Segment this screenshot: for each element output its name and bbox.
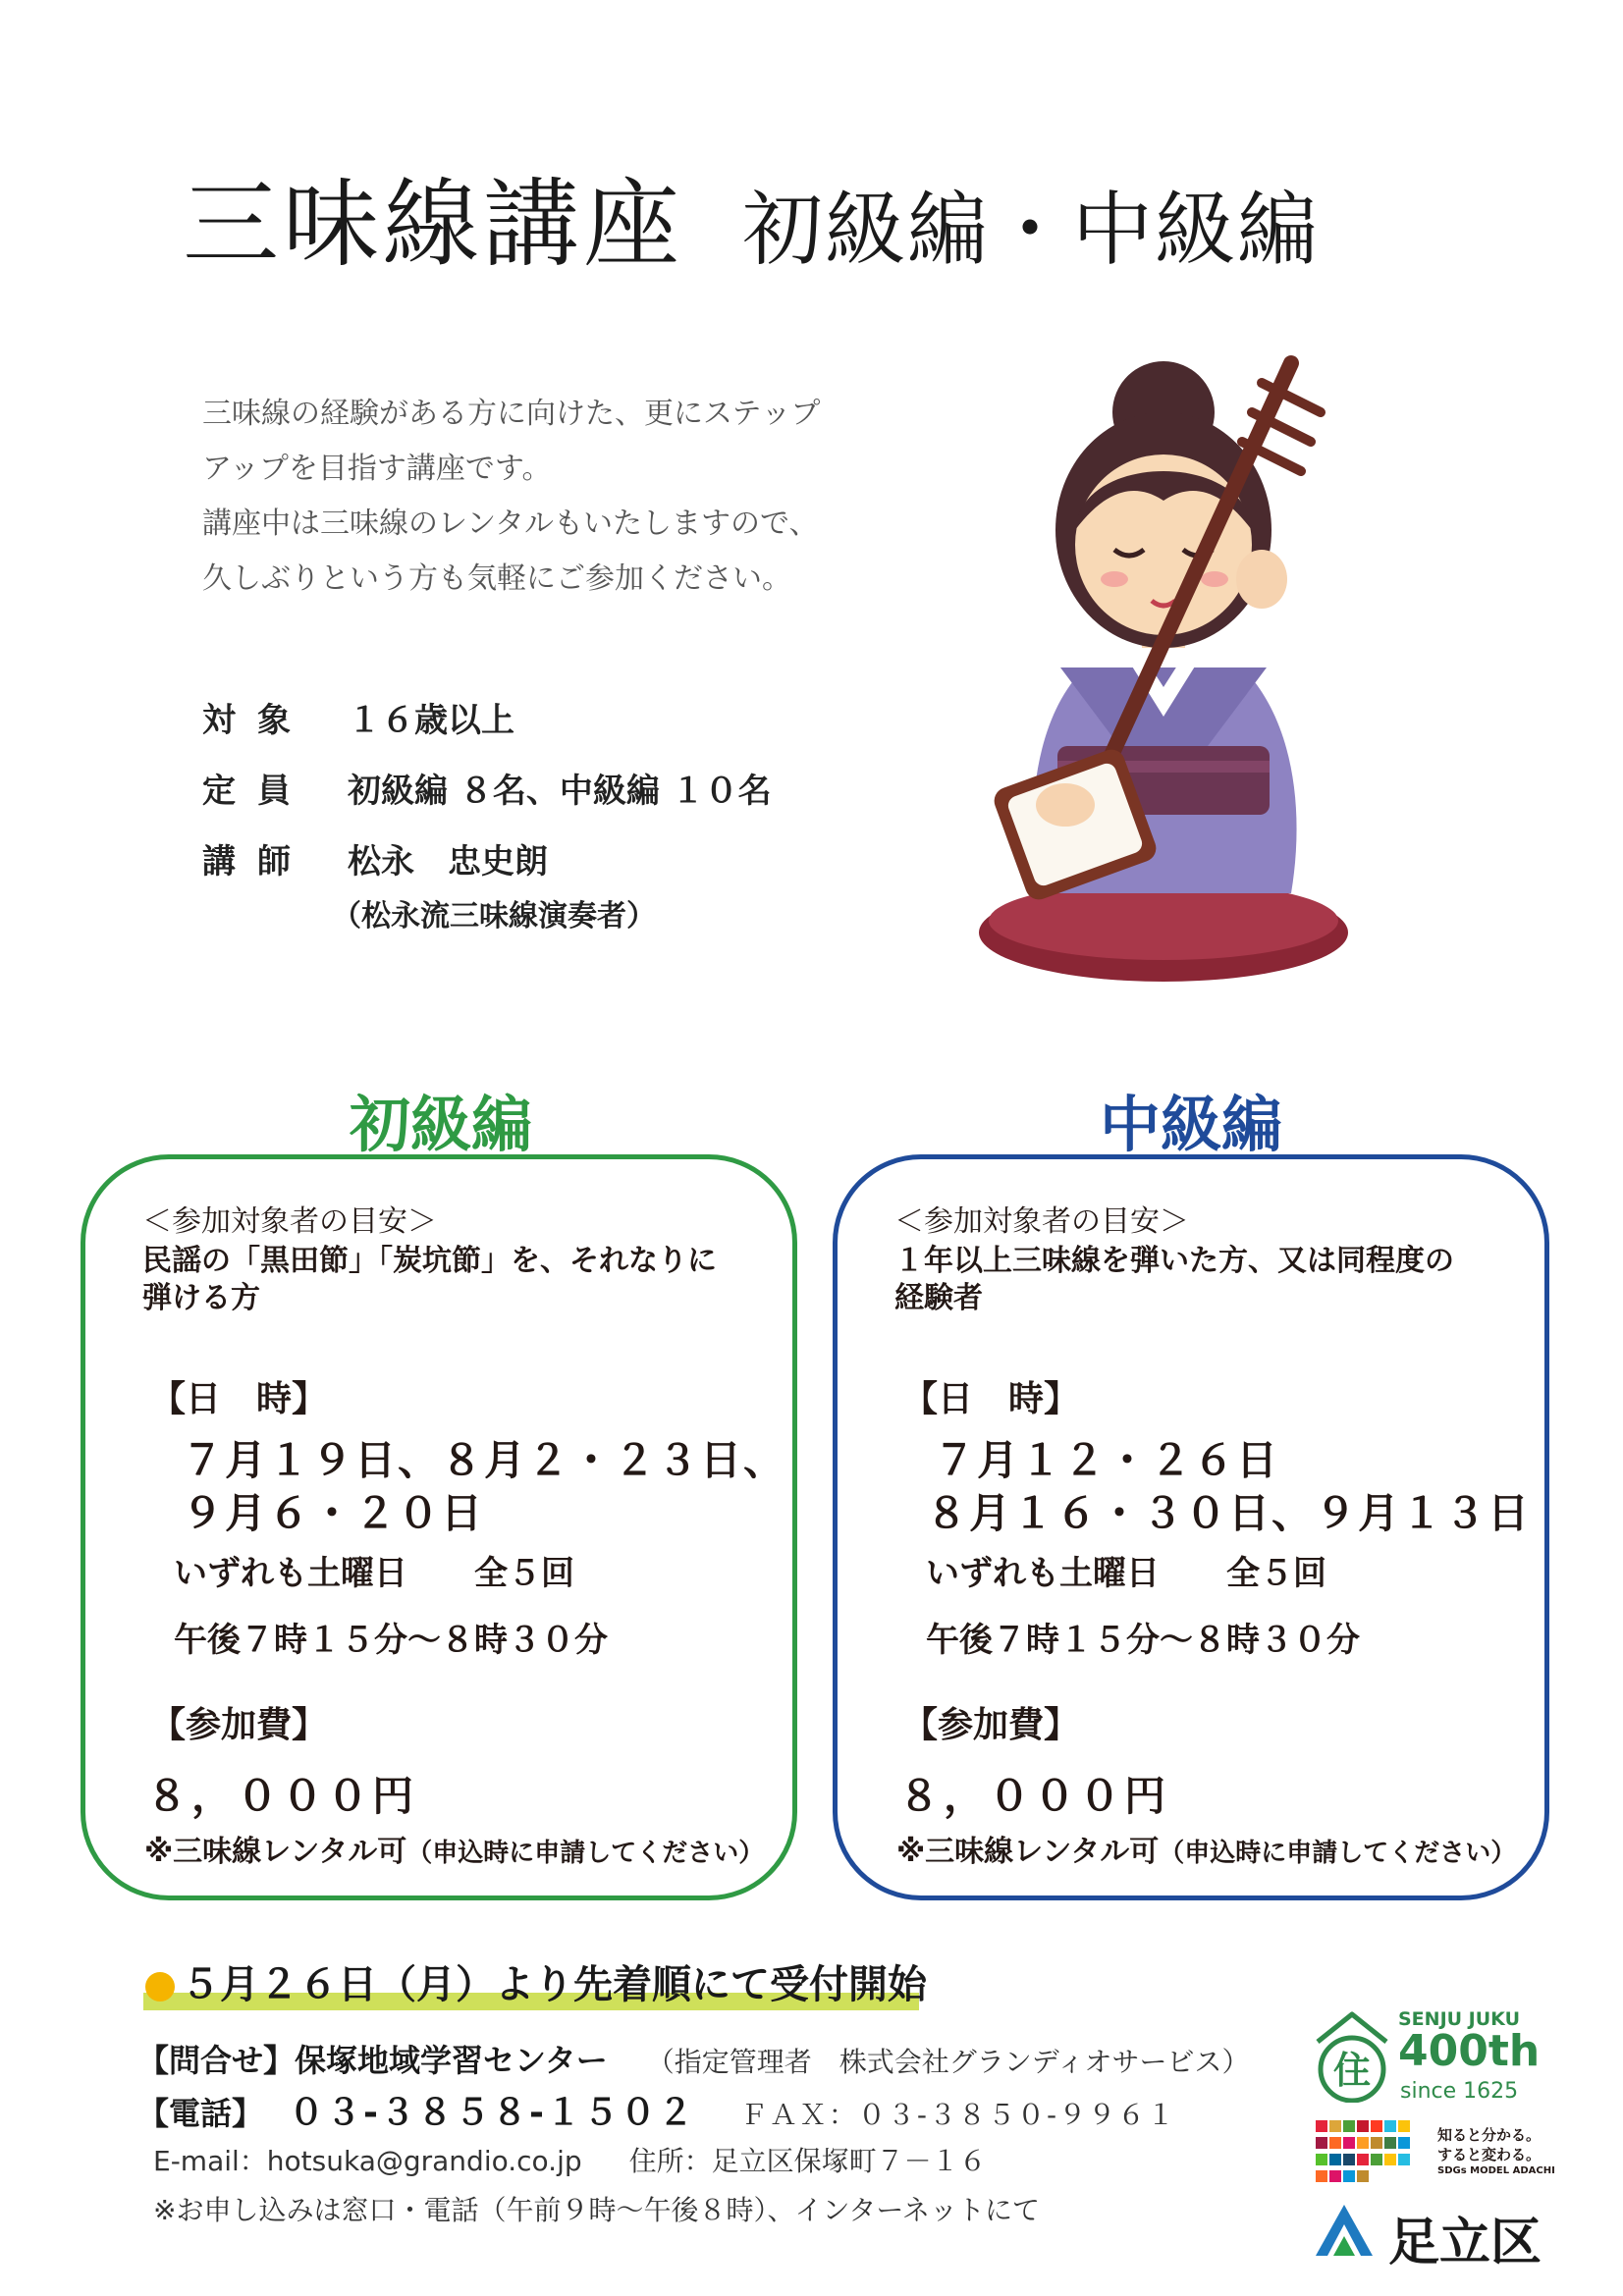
adachi-ward-logo: [1314, 2197, 1559, 2272]
senju-juku-400th-logo: [1312, 2002, 1557, 2110]
info-teacher-value: 松永 忠史朗: [348, 842, 548, 881]
sdgs-color-grid-icon: [1316, 2120, 1412, 2183]
beginner-fee: ８，０００円: [146, 1772, 418, 1820]
beginner-heading: 初級編: [350, 1089, 533, 1160]
beginner-guide-line: 民謡の「黒田節」「炭坑節」を、それなりに: [142, 1244, 717, 1278]
beginner-rental-note-sub: （申込時に申請してください）: [406, 1839, 765, 1868]
intermediate-date-line: ７月１２・２６日: [934, 1436, 1280, 1484]
registration-start: [145, 1953, 927, 2009]
intermediate-rental-note: [896, 1827, 1516, 1870]
intermediate-fee: ８，０００円: [898, 1772, 1170, 1820]
contact-phone: [137, 2085, 1176, 2135]
sdgs-line3: SDGs MODEL ADACHI: [1437, 2165, 1555, 2176]
info-teacher-label: 講師: [202, 842, 312, 881]
apply-note: ※お申し込みは窓口・電話（午前９時～午後８時）、インターネットにて: [153, 2194, 1040, 2226]
beginner-date-line: ９月６・２０日: [182, 1489, 485, 1537]
intermediate-guide-line: １年以上三味線を弾いた方、又は同程度の: [894, 1244, 1454, 1278]
fax-value: ＦＡＸ：０３-３８５０-９９６１: [739, 2099, 1177, 2131]
intermediate-fee-label: 【参加費】: [902, 1705, 1080, 1745]
sdgs-line2: すると変わる。: [1437, 2146, 1542, 2163]
beginner-days: いずれも土曜日 全５回: [174, 1554, 574, 1593]
page-title: [183, 147, 1459, 286]
beginner-fee-label: 【参加費】: [150, 1705, 328, 1745]
intermediate-guide-line: 経験者: [894, 1281, 983, 1315]
senju-400th-text: 400th: [1398, 2026, 1541, 2076]
info-target-label: 対象: [202, 701, 312, 740]
contact-email-address: [153, 2140, 987, 2179]
beginner-rental-note-main: ※三味線レンタル可: [144, 1835, 407, 1869]
info-capacity-value: 初級編 ８名、中級編 １０名: [348, 772, 772, 811]
registration-start-text: ５月２６日（月）より先着順にて受付開始: [181, 1962, 927, 2007]
info-teacher: [202, 834, 548, 882]
intro-line: 講座中は三味線のレンタルもいたしますので、: [202, 507, 819, 541]
intro-line: アップを目指す講座です。: [202, 452, 552, 486]
inquiry-value: 保塚地域学習センター: [295, 2042, 608, 2079]
info-teacher-note: （松永流三味線演奏者）: [332, 899, 656, 934]
info-capacity-label: 定員: [202, 772, 312, 811]
inquiry-manager: （指定管理者 株式会社グランディオサービス）: [646, 2046, 1250, 2078]
info-capacity: [202, 764, 772, 812]
intro-line: 久しぶりという方も気軽にご参加ください。: [202, 561, 791, 596]
sdgs-model-adachi-logo: [1316, 2120, 1561, 2185]
senju-emblem-icon: [1312, 2008, 1392, 2103]
contact-inquiry: [137, 2036, 1250, 2081]
intermediate-date-line: ８月１６・３０日、９月１３日: [926, 1489, 1532, 1537]
intermediate-rental-note-sub: （申込時に申請してください）: [1159, 1839, 1517, 1868]
tel-value: ０３-３８５８-１５０２: [289, 2093, 695, 2133]
shamisen-player-illustration: [967, 344, 1360, 991]
beginner-date-line: ７月１９日、８月２・２３日、: [182, 1436, 787, 1484]
info-target: [202, 693, 514, 741]
address-value: 住所：足立区保塚町７－１６: [628, 2145, 987, 2177]
intermediate-rental-note-main: ※三味線レンタル可: [896, 1835, 1160, 1869]
info-target-value: １６歳以上: [348, 701, 514, 740]
intermediate-datetime-label: 【日 時】: [902, 1379, 1080, 1419]
beginner-course-box: [81, 1154, 797, 1900]
title-main: 三味線講座: [183, 169, 684, 281]
sdgs-line1: 知ると分かる。: [1437, 2126, 1542, 2144]
intermediate-time: 午後７時１５分～８時３０分: [926, 1621, 1360, 1660]
beginner-time: 午後７時１５分～８時３０分: [174, 1621, 608, 1660]
intermediate-course-box: [833, 1154, 1549, 1900]
adachi-mark-icon: [1314, 2203, 1375, 2258]
adachi-ward-text: 足立区: [1388, 2214, 1542, 2272]
tel-label: 【電話】: [137, 2095, 264, 2132]
beginner-rental-note: [144, 1827, 764, 1870]
beginner-guide-label: ＜参加対象者の目安＞: [142, 1204, 437, 1239]
intermediate-guide-label: ＜参加対象者の目安＞: [894, 1204, 1189, 1239]
intro-line: 三味線の経験がある方に向けた、更にステップ: [202, 397, 821, 431]
intermediate-days: いずれも土曜日 全５回: [926, 1554, 1326, 1593]
title-sub: 初級編・中級編: [742, 184, 1321, 277]
senju-since-text: since 1625: [1400, 2079, 1519, 2104]
senju-juku-text: SENJU JUKU: [1398, 2008, 1520, 2030]
email-value[interactable]: E-mail：hotsuka@grandio.co.jp: [153, 2145, 582, 2177]
beginner-datetime-label: 【日 時】: [150, 1379, 328, 1419]
intermediate-heading: 中級編: [1100, 1089, 1283, 1160]
senju-kanji: 住: [1332, 2049, 1372, 2092]
bullet-dot-icon: [145, 1972, 175, 2002]
intro-text: [202, 387, 948, 607]
beginner-guide-line: 弾ける方: [142, 1281, 260, 1315]
inquiry-label: 【問合せ】: [137, 2042, 296, 2079]
